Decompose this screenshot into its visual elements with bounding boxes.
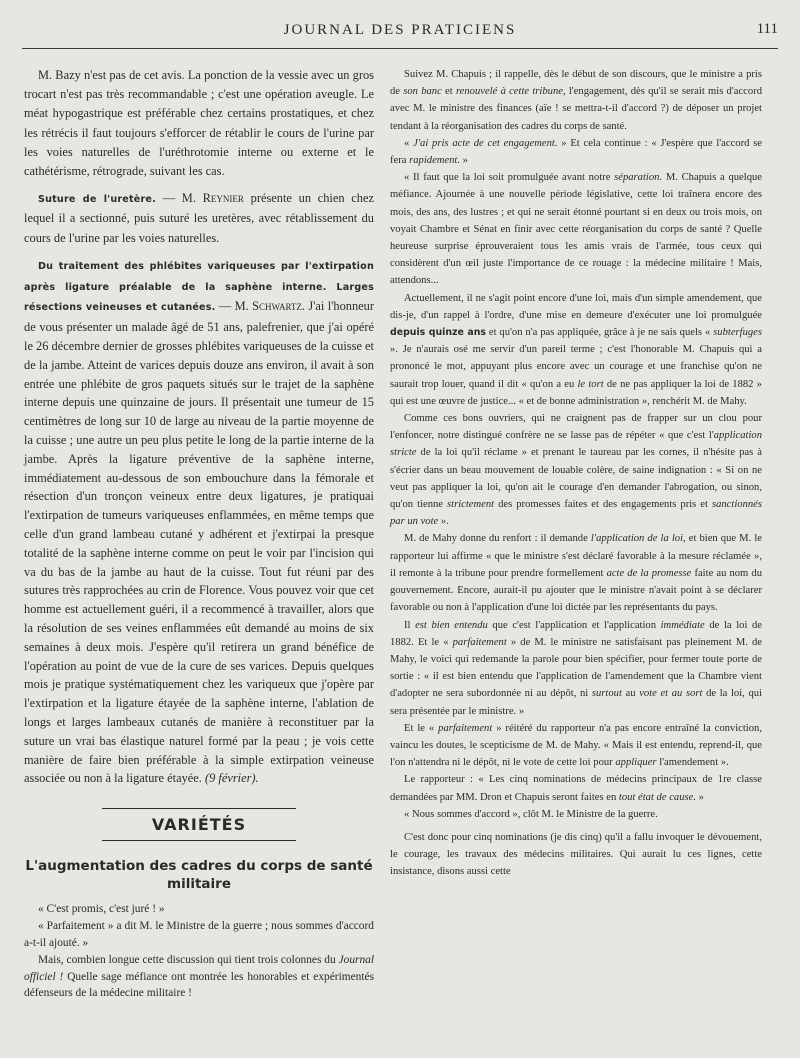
paragraph: « J'ai pris acte de cet engagement. » Et cela continue : « J'espère que l'accord se fera rapidement. »	[390, 137, 763, 167]
paragraph: présente un chien chez lequel il a sectionné, puis suturé les uretères, avec rétablissement du cours de l'urine par les voies naturelles.	[24, 191, 374, 245]
page-number: 111	[756, 21, 778, 37]
author-name: Reynier	[202, 191, 244, 206]
date: (9 février).	[201, 771, 259, 786]
publication-name: Journal officiel !	[24, 953, 374, 983]
running-header	[22, 18, 778, 49]
section-suture: Suture de l'uretère. — M. Reynier présente un chien chez lequel il a sectionné, puis suturé les uretères, avec rétablissement du cours de l'urine par les voies naturelles.	[24, 191, 374, 245]
section-heading: Du traitement des phlébites variqueuses par l'extirpation après ligature préalable de la saphène interne. Larges résections veineuses et cutanées.	[24, 260, 374, 314]
divider	[102, 808, 296, 809]
paragraph: Et le « parfaitement » réitéré du rapporteur n'a pas encore entraîné la conviction, vaincu les doutes, le scepticisme de M. de Mahy. « Mais il est entendu, reprend-il, que l'on n'attendra ni le dépôt, ni le vote de cette loi pour appliquer l'amendement ».	[390, 722, 762, 769]
paragraph: Actuellement, il ne s'agit point encore d'une loi, mais d'un simple amendement, que dis-je, d'un rappel à l'ordre, d'une mise en demeure d'exécuter une loi promulguée depuis quinze ans et qu'on n'a pas appliquée, grâce à je ne sais quels « subterfuges ». Je n'aurais osé me servir d'un pareil terme ; c'est l'honorable M. Chapuis qui a prononcé le mot, appuyant plus encore avec un courage et une franchise qu'on ne saurait trop louer, quand il dit « qu'on a eu le tort de ne pas appliquer la loi de 1882 » qui est une œuvre de justice... « et de bonne administration », renchérit M. de Mahy.	[390, 292, 763, 407]
journal-title: JOURNAL DES PRATICIENS	[283, 22, 517, 38]
paragraph: « Il faut que la loi soit promulguée avant notre séparation. M. Chapuis a quelque méfiance. Ajournée à une nouvelle période législative, cette loi traînera encore des mois, des ans, des lustres ; et qui ne serait étonné pourtant si en deux ou trois mois, on voyait Chambre et Sénat en finir avec cette réorganisation du corps de santé ? Quelle heureuse surprise éprouveraient tous les amis vrais de l'armée, tous ceux qui considèrent d'un œil juste l'importance de ce rouage : la médecine militaire ! Mais, attendons...	[390, 172, 763, 287]
article-title: L'augmentation des cadres du corps de santé militaire	[25, 858, 373, 893]
section-title: VARIÉTÉS	[151, 815, 247, 835]
paragraph: C'est donc pour cinq nominations (je dis cinq) qu'il a fallu invoquer le dévouement, le courage, les travaux des médecins militaires. Qui aurait lu ces lignes, cette insistance, disons aussi cette	[390, 831, 762, 878]
quote: « Parfaitement » a dit M. le Ministre de la guerre ; nous sommes d'accord a-t-il ajouté. »	[24, 920, 374, 949]
author-name: Schwartz.	[252, 299, 306, 314]
section-phlebites: Du traitement des phlébites variqueuses par l'extirpation après ligature préalable de la saphène interne. Larges résections veineuses et cutanées. — M. Schwartz. J'ai l'honneur de vous présenter un malade âgé de 51 ans, palefrenier, que j'ai opéré le 26 décembre dernier de grosses phlébites variqueuses de la cuisse et de la jambe. Atteint de varices depuis douze ans environ, il avait à son entrée une phlébite de gros paquets situés sur le trajet de la saphène interne depuis une quinzaine de jours. Il présentait une tumeur de 15 centimètres de long sur 10 de large au niveau de la partie moyenne de la cuisse ; une autre un peu plus petite le long de la partie interne de la jambe. Après la ligature préventive de la saphène interne, immédiatement au-dessous de son embouchure dans la fémorale et résection d'un tronçon veineux entre deux ligatures, je pratiquai l'extirpation de tumeurs variqueuses enflammées, en même temps que celle d'un grand lambeau cutané y adhérent et j'extirpai la presque totalité de la saphène interne comme on peut le voir par l'incision qui va du bas de la jambe au haut de la cuisse. Tout fut réuni par des sutures très rapprochées au crin de Florence. Vous pouvez voir que cet homme est actuellement guéri, il a recommencé à travailler, alors que la résolution de ses veines enflammées eût demandé au moins de six semaines à deux mois. J'espère qu'il retirera un grand bénéfice de l'opération au point de vue de la cure de ses varices. Depuis quelques mois je pratique systématiquement chez les variqueux que j'opère par l'extirpation et la ligature étayée de la saphène interne, l'ablation de longs et larges lambeaux cutanés de manière à reconstituer par la suture un vrai bas élastique naturel formé par la peau ; je vois cette manière de faire bien préférable à la simple extirpation veineuse associée ou non à la ligature étayée. (9 février).	[24, 260, 374, 786]
quote: « C'est promis, c'est juré ! »	[38, 903, 165, 916]
paragraph: Mais, combien longue cette discussion qui tient trois colonnes du Journal officiel ! Quelle sage méfiance ont montrée les honorables et expérimentés défenseurs de la médecine militaire !	[24, 953, 374, 1000]
paragraph: Il est bien entendu que c'est l'application et l'application immédiate de la loi de 1882. Et le « parfaitement » de M. le ministre ne satisfaisant pas pleinement M. de Mahy, le voici qui redemande la parole pour bien spécifier, pour fermer toute porte de sortie : « il est bien entendu que l'application de l'amendement que la Chambre vient d'adopter ne sera subordonnée ni au dépôt, ni surtout au vote et au sort de la loi, qui sera présentée par le ministre. »	[390, 619, 762, 717]
paragraph: Suivez M. Chapuis ; il rappelle, dès le début de son discours, que le ministre a pris de son banc et renouvelé à cette tribune, l'engagement, dès qu'il se serait mis d'accord avec M. le ministre des finances (aïe ! se mettra-t-il d'accord ?) de déposer un projet tendant à la réorganisation des cadres du corps de santé.	[390, 69, 762, 132]
paragraph: Comme ces bons ouvriers, qui ne craignent pas de frapper sur un clou pour l'enfoncer, notre distingué confrère ne se lasse pas de répéter « que c'est l'application stricte de la loi qu'il réclame » et prenant le taureau par les cornes, il n'hésite pas à s'écrier dans un beau mouvement de louable colère, de saine indignation : « Si on ne veut pas appliquer la loi, qu'on ait le courage d'en demander l'abrogation, ou sinon, qu'on tienne strictement des promesses faites et des engagements pris et sanctionnés par un vote ».	[390, 413, 762, 528]
varietes-banner	[24, 808, 374, 841]
section-heading: Suture de l'uretère.	[38, 194, 156, 206]
divider	[102, 840, 296, 841]
paragraph: M. Bazy n'est pas de cet avis. La ponction de la vessie avec un gros trocart n'est pas très recommandable ; c'est une opération aveugle. Le méat hypogastrique est préférable chez certains prostatiques, et chez les rétrécis il faut toujours s'efforcer de rétablir le cours de l'urine par les voies naturelles de l'uréthrotomie interne ou externe et le cathétérisme, rétrograde, suivant les cas.	[24, 68, 374, 179]
paragraph: J'ai l'honneur de vous présenter un malade âgé de 51 ans, palefrenier, que j'ai opéré le 26 décembre dernier de grosses phlébites variqueuses de la cuisse et de la jambe. Atteint de varices depuis douze ans environ, il avait à son entrée une phlébite de gros paquets situés sur le trajet de la saphène interne depuis une quinzaine de jours. Il présentait une tumeur de 15 centimètres de long sur 10 de large au niveau de la partie moyenne de la cuisse ; une autre un peu plus petite le long de la partie interne de la jambe. Après la ligature préventive de la saphène interne, immédiatement au-dessous de son embouchure dans la fémorale et résection d'un tronçon veineux entre deux ligatures, je pratiquai l'extirpation de tumeurs variqueuses enflammées, en même temps que celle d'un grand lambeau cutané y adhérent et j'extirpai la presque totalité de la saphène interne comme on peut le voir par l'incision qui va du bas de la jambe au haut de la cuisse. Tout fut réuni par des sutures très rapprochées au crin de Florence. Vous pouvez voir que cet homme est actuellement guéri, il a recommencé à travailler, alors que la résolution de ses veines enflammées eût demandé au moins de six semaines à deux mois. J'espère qu'il retirera un grand bénéfice de l'opération au point de vue de la cure de ses varices. Depuis quelques mois je pratique systématiquement chez les variqueux que j'opère par l'extirpation et la ligature étayée de la saphène interne, l'ablation de longs et larges lambeaux cutanés de manière à reconstituer par la suture un vrai bas élastique naturel formé par la peau ; je vois cette manière de faire bien préférable à la simple extirpation veineuse associée ou non à la ligature étayée.	[24, 299, 374, 786]
paragraph: « Nous sommes d'accord », clôt M. le Ministre de la guerre.	[404, 808, 658, 820]
right-column	[390, 66, 762, 881]
left-column	[24, 66, 374, 1002]
paragraph: Le rapporteur : « Les cinq nominations de médecins principaux de 1re classe demandées par MM. Dron et Chapuis seront faites en tout état de cause. »	[390, 774, 762, 803]
paragraph: M. de Mahy donne du renfort : il demande l'application de la loi, et bien que M. le rapporteur lui affirme « que le ministre s'est déclaré favorable à la mesure réclamée », il remonte à la tribune pour prendre formellement acte de la promesse faite au nom du gouvernement. Encore, aurait-il pu ajouter que le ministre n'avait point à se déclarer favorable ou non à l'application d'une loi dictée par les représentants du pays.	[390, 533, 762, 614]
